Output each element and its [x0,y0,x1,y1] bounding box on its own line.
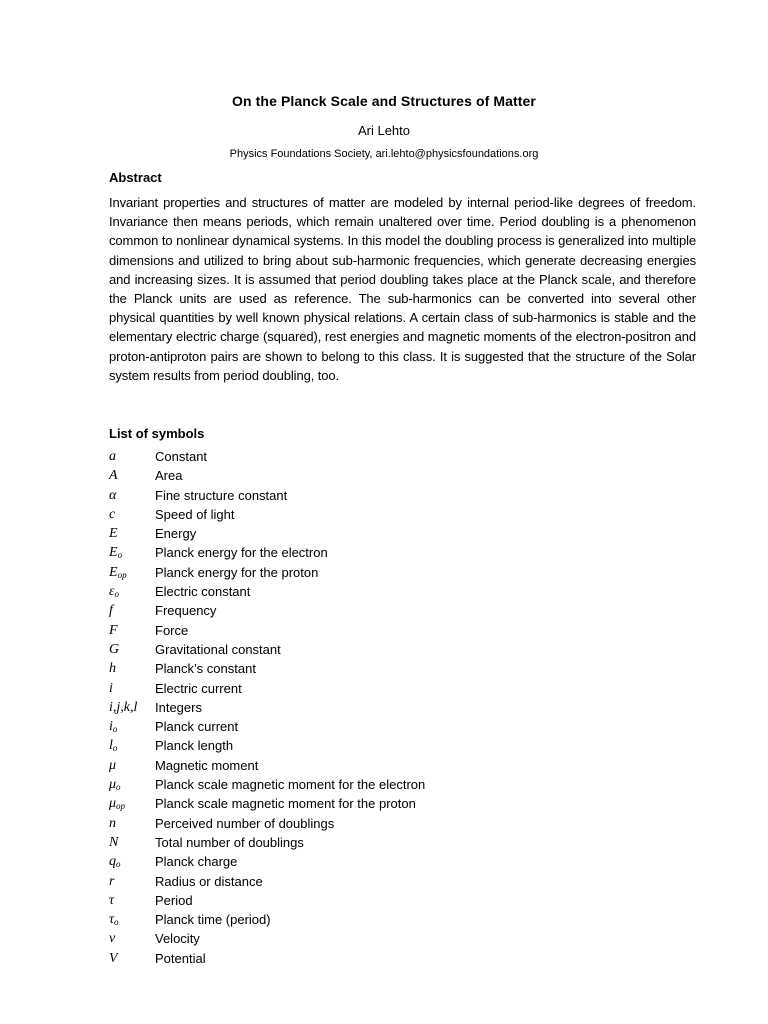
symbol [109,756,116,775]
symbol-base: μ [109,796,117,812]
symbol-description: Total number of doublings [155,834,304,850]
symbol-description: Force [155,622,189,638]
abstract-text: Invariant properties and structures of matter are modeled by internal period-like degrees of freedom. Invariance then means periods, which remain unaltered over time. Period doubling is a phenomenon common to nonlinear dynamical systems. In this model the doubling process is generalized into multiple dimensions and utilized to bring about sub-harmonic frequencies, which generate decreasing energies and increasing sizes. It is assumed that period doubling takes place at the Planck scale, and therefore the Planck units are used as reference. The sub-harmonics can be converted into several other physical quantities by well known physical relations. A certain class of sub-harmonics is stable and the elementary electric charge (squared), rest energies and magnetic moments of the electron-positron and proton-antiproton pairs are shown to belong to this class. It is suggested that the structure of the Solar system results from period doubling, too. [109,195,696,383]
symbol-subscript: o [112,724,118,735]
symbol-row [109,756,669,775]
symbol-base: F [109,622,118,638]
symbol [109,505,115,524]
symbol-row [109,679,669,698]
symbol-base: μ [109,757,117,773]
symbol-description: Planck’s constant [155,661,256,677]
symbol-row [109,910,669,929]
symbol-row [109,736,669,755]
symbol-description: Planck energy for the electron [155,545,328,561]
symbol [109,872,114,891]
symbol-base: ε [109,584,115,600]
symbol-subscript: o [114,917,119,928]
symbol-row [109,505,669,524]
symbol-row [109,486,669,505]
symbol-row [109,621,669,640]
symbol [109,621,118,640]
symbol-row [109,543,669,562]
symbols-heading: List of symbols [109,426,205,441]
symbol-description: Planck scale magnetic moment for the proton [155,796,416,812]
symbol-base: v [109,931,116,947]
symbol-row [109,640,669,659]
symbol-base: r [109,873,115,889]
symbol-description: Planck current [155,719,239,735]
symbol-row [109,833,669,852]
symbol-base: l [109,738,113,754]
symbol-row [109,929,669,948]
symbol-base: τ [109,912,115,928]
symbol-base: i [109,680,113,696]
symbol-base: E [109,545,118,561]
symbol-subscript: op [116,801,126,812]
symbol-base: i [109,719,113,735]
abstract-heading: Abstract [109,170,162,185]
symbol-base: h [109,661,116,677]
symbol-base: n [109,815,116,831]
symbol-row [109,466,669,485]
symbol-base: i,j,k,l [109,699,138,715]
symbol-description: Area [155,468,183,484]
symbol-base: G [109,641,120,657]
symbol-base: f [109,603,113,619]
symbol-row [109,852,669,871]
symbol [109,466,118,485]
symbol-description: Fine structure constant [155,487,288,503]
symbol-subscript: o [112,743,118,754]
symbol-row [109,582,669,601]
symbol-row [109,949,669,968]
symbol [109,659,116,678]
symbol-subscript: o [116,782,121,793]
symbol-description: Velocity [155,931,200,947]
symbol-description: Potential [155,950,206,966]
symbol-description: Electric current [155,680,242,696]
symbol-description: Frequency [155,603,217,619]
symbol [109,601,113,620]
symbol [109,929,115,948]
symbol-description: Constant [155,449,208,464]
author-affiliation: Physics Foundations Society, ari.lehto@physicsfoundations.org [229,148,539,160]
symbol-description: Planck length [155,738,234,754]
symbol-row [109,814,669,833]
symbol-base: A [109,468,118,484]
paper-title: On the Planck Scale and Structures of Matter [232,93,536,109]
symbol-description: Planck scale magnetic moment for the electron [155,777,426,793]
symbol-description: Planck time (period) [155,912,271,928]
symbol [109,698,137,717]
symbol-base: E [109,526,118,542]
symbol-description: Magnetic moment [155,757,259,773]
symbol-row [109,794,669,813]
symbol-row [109,775,669,794]
symbol [109,447,116,466]
symbol-subscript: o [117,550,123,561]
symbol-row [109,872,669,891]
symbol [109,640,119,659]
symbol-description: Period [155,892,193,908]
symbol-description: Speed of light [155,506,235,522]
symbol-base: q [109,854,116,870]
symbol-description: Radius or distance [155,873,263,889]
symbol-subscript: o [114,589,120,600]
symbol [109,891,114,910]
symbol-row [109,601,669,620]
symbol-row [109,698,669,717]
symbol-row [109,659,669,678]
symbol-description: Planck charge [155,854,238,870]
symbol-description: Perceived number of doublings [155,815,335,831]
symbol-base: μ [109,777,117,793]
symbol-subscript: op [117,569,127,580]
symbol-base: E [109,564,118,580]
symbol-base: τ [109,892,115,908]
symbol-subscript: o [116,859,121,870]
symbol [109,949,118,968]
symbol-base: c [109,506,116,522]
symbol [109,679,113,698]
symbol-row [109,563,669,582]
symbol [109,486,116,505]
symbol-base: N [109,834,119,850]
symbol [109,814,116,833]
symbol-row [109,447,669,466]
symbol-description: Energy [155,526,197,542]
symbol-row [109,717,669,736]
symbol-row [109,891,669,910]
symbol-description: Gravitational constant [155,641,281,657]
symbol-description: Electric constant [155,584,251,600]
symbol-base: a [109,449,116,464]
symbol-description: Integers [155,699,202,715]
author-name: Ari Lehto [357,123,411,138]
symbol-row [109,524,669,543]
symbol-base: V [109,950,118,966]
symbol-description: Planck energy for the proton [155,564,319,580]
symbol [109,833,118,852]
symbol-base: α [109,487,117,503]
symbol [109,524,118,543]
symbol-list [109,447,669,968]
